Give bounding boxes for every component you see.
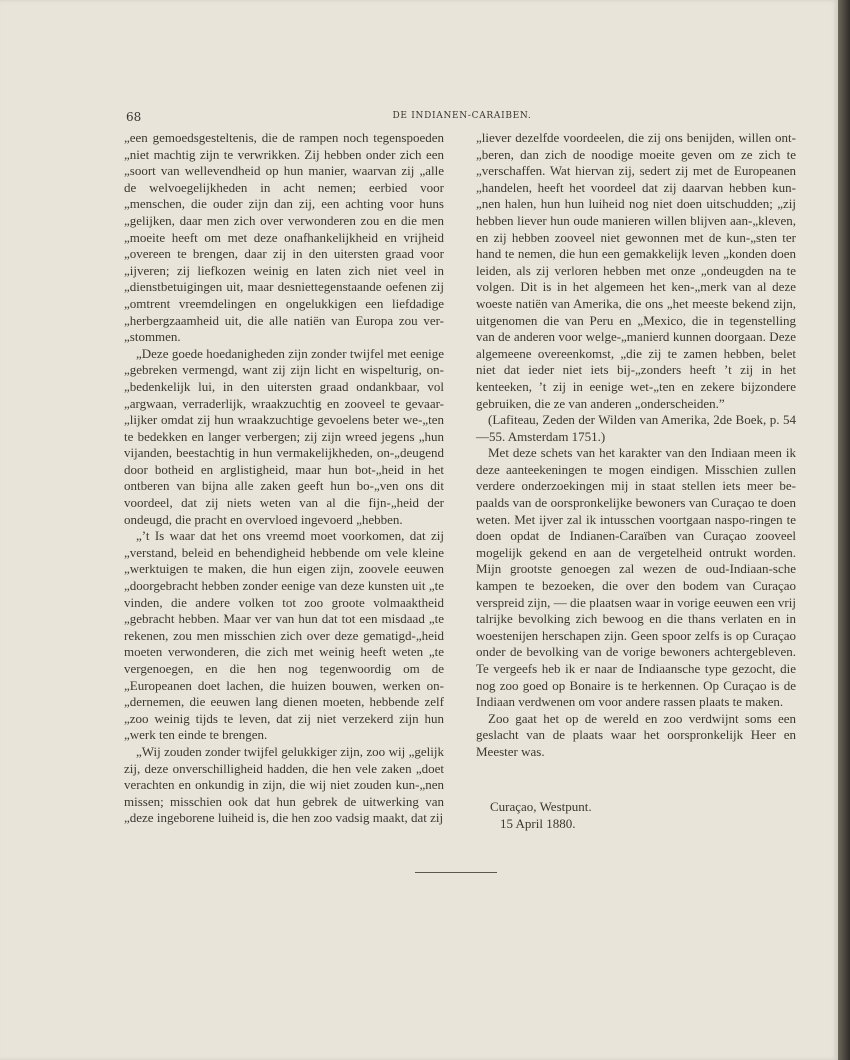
left-paragraph-3: „’t Is waar dat het ons vreemd moet voorkomen, dat zij „verstand, beleid en behendigheid hebbende om vele kleine „werktuigen te maken, die hun eigen zijn, zoovele eeuwen „doorgebracht hebben zonder eenige van deze kunsten uit „te vinden, die andere volken tot zoo groote volmaaktheid „gebracht hebben. Maar ver van hun dat tot een misdaad „te rekenen, zou men misschien zich over deze gematigd-„heid moeten verwonderen, die zich met weinig heeft weten „te vergenoegen, en die hen nog tegenwoordig om de „Europeanen doet lachen, die huizen bouwen, werken on-„dernemen, die eeuwen lang dienen moeten, hebbende zelf „zoo weinig tijds te leven, dat zij niet verzekerd zijn hun „werk ten einde te brengen. [124,528,444,743]
right-paragraph-1: „liever dezelfde voordeelen, die zij ons benijden, willen ont-„beren, dan zich de noodige moeite geven om ze zich te „verschaffen. Wat hiervan zij, sedert zij met de Europeanen „handelen, heeft het voordeel dat zij daarvan hebben kun-„nen halen, hun hun luiheid nog niet doen uitschudden; „zij hebben liever hun oude manieren willen blijven aan-„kleven, en zij hebben zooveel niet gewonnen met de kun-„sten ter hand te nemen, die hun een gemakkelijk leven „konden doen leiden, als zij verloren hebben met onze „ondeugden na te volgen. Dit is in het algemeen het ken-„merk van al deze woeste natiën van Amerika, die ons „het meeste bekend zijn, uitgenomen die van Peru en „Mexico, die in tegenstelling van de anderen voor welge-„manierd kunnen doorgaan. Deze algemeene overeenkomst, „die zij te zamen hebben, belet niet dat ieder niet iets bij-„zonders heeft ’t zij in het kenteeken, ’t zij in eenige wet-„ten en zekere bijzondere gebruiken, die ze van anderen „onderscheiden.” [476,130,796,411]
right-paragraph-2: Met deze schets van het karakter van den Indiaan meen ik deze aanteekeningen te mogen eindigen. Misschien zullen verdere onderzoekingen mij in staat stellen iets meer be-paalds van de oorspronkelijke bewoners van Curaçao te doen weten. Met ijver zal ik intusschen voortgaan naspo-ringen te doen opdat de Indianen-Caraïben van Curaçao zooveel mogelijk gekend en aan de vergetelheid ontrukt worden. Mijn grootste genoegen zal wezen de oud-Indiaan-sche kampen te bezoeken, die over den bodem van Curaçao verspreid zijn, — die plaatsen waar in vorige eeuwen een vrij talrijke bevolking zich bewoog en die thans verlaten en in woestenijen herschapen zijn. Geen spoor zelfs is op Curaçao onder de bevolking van de vorige bewoners achtergebleven. Te vergeefs heb ik er naar de Indiaansche type gezocht, die nog zoo goed op Bonaire is te herkennen. Op Curaçao is de Indiaan verdwenen om voor andere rassen plaats te maken. [476,445,796,710]
left-column [124,130,444,827]
left-paragraph-2: „Deze goede hoedanigheden zijn zonder twijfel met eenige „gebreken vermengd, want zij zijn licht en wispelturig, on-„bedenkelijk lui, in den uitersten graad ondankbaar, vol „argwaan, verraderlijk, wraakzuchtig en zooveel te gevaar-„lijker omdat zij hun wraakzuchtige gevoelens beter we-„ten te bedekken en langer verbergen; zij zijn wreed jegens „hun vijanden, beestachtig in hun vermakelijkheden, on-„deugend door botheid en arglistigheid, maar hun bot-„heid in het ontberen van bijna alle zaken geeft hun bo-„ven ons dit voordeel, dat zij niets weten van al die fijn-„heid der ondeugd, die pracht en overvloed ingevoerd „hebben. [124,345,444,527]
left-paragraph-1: „een gemoedsgesteltenis, die de rampen noch tegenspoeden „niet machtig zijn te verwrikken. Zij hebben onder zich een „soort van wellevendheid op hun manier, waarvan zij „alle de welvoegelijkheden in acht nemen; eerbied voor „menschen, die ouder zijn dan zij, een achting voor huns „gelijken, daar men zich over verwonderen zou en die men „moeite heeft om met deze onafhankelijkheid en vrijheid „overeen te brengen, daar zij in den uitersten graad voor „ijveren; zij liefkozen weinig en laten zich niet veel in „dienstbetuigingen uit, maar desniettegenstaande oefenen zij „omtrent vreemdelingen en ongelukkigen een liefdadige „herbergzaamheid uit, die alle natiën van Europa zou ver-„stommen. [124,130,444,345]
signoff [490,798,592,832]
left-paragraph-4: „Wij zouden zonder twijfel gelukkiger zijn, zoo wij „gelijk zij, deze onverschilligheid hadden, die hen vele zaken „doet verachten en onkundig in zijn, die wij niet zouden kun-„nen missen; misschien ook dat hun gebrek de uitwerking van „deze ingeborene luiheid is, die hen zoo vadsig maakt, dat zij [124,743,444,826]
right-paragraph-3: Zoo gaat het op de wereld en zoo verdwijnt soms een geslacht van de plaats waar het oorspronkelijk Heer en Meester was. [476,710,796,759]
signoff-date: 15 April 1880. [500,816,576,831]
citation: (Lafiteau, Zeden der Wilden van Amerika, 2de Boek, p. 54—55. Amsterdam 1751.) [476,412,796,444]
page-edge [838,0,850,1060]
page-header [126,110,798,130]
closing-rule [415,872,497,873]
page-number: 68 [126,110,142,124]
running-head: DE INDIANEN-CARAIBEN. [392,111,532,121]
right-column [476,130,796,761]
signoff-place: Curaçao, Westpunt. [490,799,592,814]
